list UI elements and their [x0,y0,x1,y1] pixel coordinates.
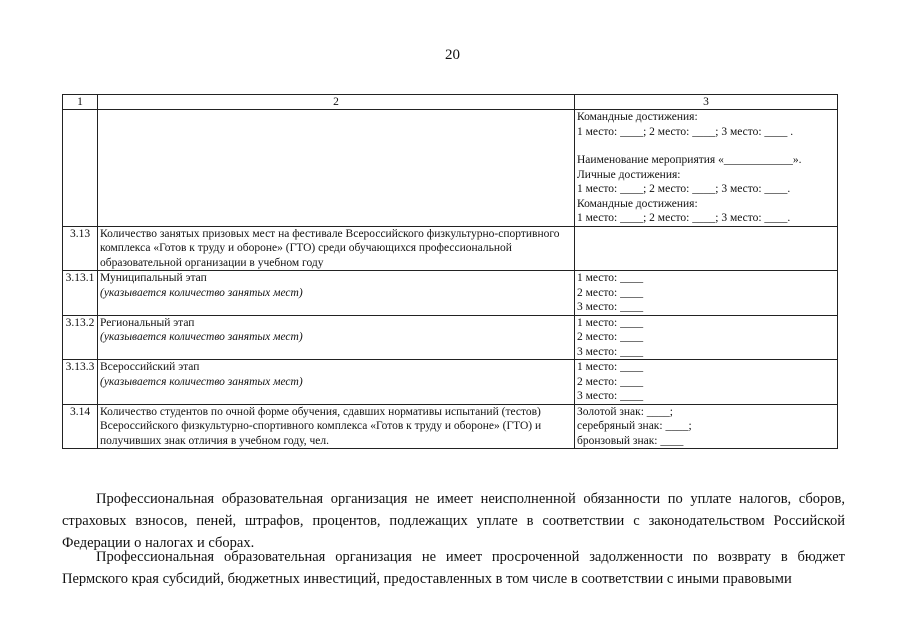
value-line: Командные достижения: [577,111,698,123]
value-line: 1 место: ____; 2 место: ____; 3 место: ____. [577,212,791,224]
value-line: бронзовый знак: ____ [577,434,684,447]
table-header-row [63,95,838,110]
value-line: 1 место: ____; 2 место: ____; 3 место: ____. [577,183,791,195]
row-number: 3.13 [63,226,98,271]
row-number: 3.14 [63,404,98,449]
body-paragraph: Профессиональная образовательная организация не имеет неисполненной обязанности по уплате налогов, сборов, страховых взносов, пеней, штрафов, процентов, подлежащих уплате в соответствии с законодательством Российской Федерации о налогах и сборах. [62,491,845,551]
header-cell-1: 1 [63,95,98,110]
value-line: серебряный знак: ____; [577,420,692,432]
table-row [63,360,838,405]
continuation-values [575,110,838,227]
value-line: Командные достижения: [577,197,698,210]
value-line: 2 место: ____ [577,331,644,343]
value-line: 3 место: ____ [577,345,644,358]
row-description: Муниципальный этап [100,272,207,284]
table-row [63,404,838,449]
row-note: (указывается количество занятых мест) [100,375,303,388]
value-line: Личные достижения: [577,168,681,181]
value-line: Золотой знак: ____; [577,405,674,418]
table-row [63,226,838,271]
row-number: 3.13.1 [63,271,98,316]
row-note: (указывается количество занятых мест) [100,331,303,343]
indicator-table [62,94,838,449]
table-row [63,315,838,360]
row-description: Количество студентов по очной форме обучения, сдавших нормативы испытаний (тестов) Всероссийского физкультурно-спортивного комплекса «Готов к труду и обороне» (ГТО) и получивших знак отличия в учебном году, чел. [98,404,575,449]
value-line: 1 место: ____ [577,272,644,284]
value-line: Наименование мероприятия «____________». [577,154,802,166]
value-line: 1 место: ____ [577,316,644,329]
value-line: 3 место: ____ [577,390,644,402]
header-cell-2: 2 [98,95,575,110]
table-row-continuation [63,110,838,227]
table-row [63,271,838,316]
row-description: Региональный этап [100,316,195,329]
value-line: 1 место: ____; 2 место: ____; 3 место: ____ . [577,125,794,138]
page-number: 20 [445,47,460,63]
value-line: 2 место: ____ [577,286,644,299]
value-line: 2 место: ____ [577,375,644,388]
value-line: 1 место: ____ [577,361,644,373]
header-cell-3: 3 [575,95,838,110]
row-note: (указывается количество занятых мест) [100,286,303,299]
row-number: 3.13.2 [63,315,98,360]
row-description: Количество занятых призовых мест на фестивале Всероссийского физкультурно-спортивного комплекса «Готов к труду и обороне» (ГТО) среди обучающихся профессиональной образовательной организации в учебном году [98,226,575,271]
value-line: 3 место: ____ [577,301,644,313]
row-number: 3.13.3 [63,360,98,405]
row-description: Всероссийский этап [100,361,200,373]
body-paragraph: Профессиональная образовательная организация не имеет просроченной задолженности по возврату в бюджет Пермского края субсидий, бюджетных инвестиций, предоставленных в том числе в соответствии с иными правовыми [62,549,845,587]
